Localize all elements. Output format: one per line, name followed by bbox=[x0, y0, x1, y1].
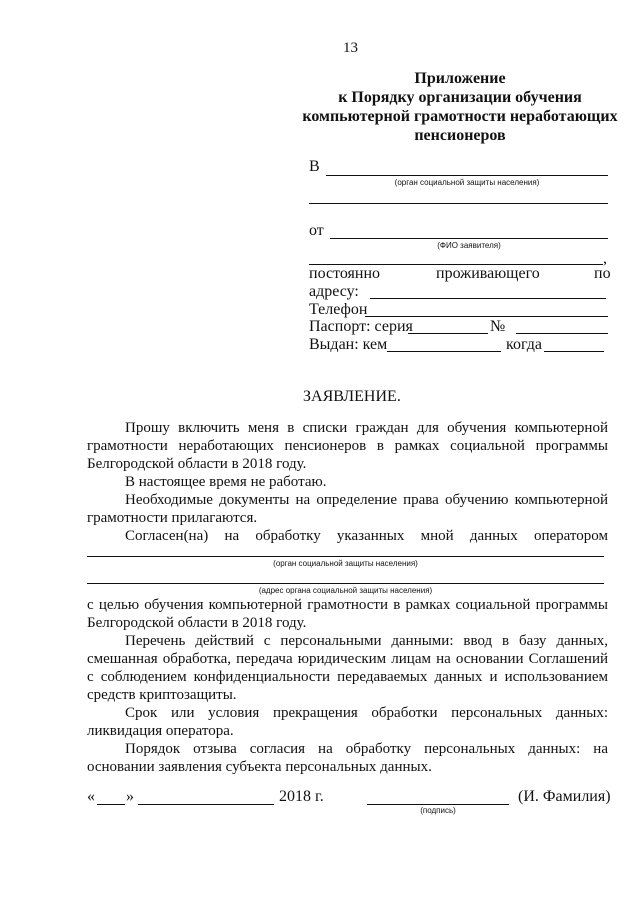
to-field-line-2[interactable] bbox=[309, 203, 608, 204]
applicant-name: (И. Фамилия) bbox=[518, 788, 611, 805]
when-label: когда bbox=[506, 336, 542, 353]
signature-line[interactable] bbox=[367, 804, 509, 805]
passport-label: Паспорт: серия bbox=[309, 318, 413, 335]
from-field-line[interactable] bbox=[330, 238, 608, 239]
operator-address-caption: (адрес органа социальной защиты населения) bbox=[258, 586, 433, 595]
operator-field-line[interactable] bbox=[87, 556, 604, 557]
operator-caption: (орган социальной защиты населения) bbox=[273, 559, 418, 568]
body-p6-line-1: Перечень действий с персональными данными: ввод в базу данных, bbox=[125, 633, 608, 649]
body-p6-line-3: с соблюдением конфиденциальности передаваемых данных и использованием bbox=[87, 669, 608, 685]
signature-caption: (подпись) bbox=[420, 806, 456, 815]
from-prefix: от bbox=[309, 222, 324, 239]
body-p5-line-1: с целью обучения компьютерной грамотности в рамках социальной программы bbox=[87, 597, 608, 613]
issued-when-line[interactable] bbox=[544, 351, 604, 352]
body-p7-line-2: ликвидация оператора. bbox=[87, 723, 234, 739]
date-day-line[interactable] bbox=[97, 804, 125, 805]
residence-word-1: постоянно bbox=[309, 265, 381, 282]
date-quote-close: » bbox=[126, 788, 134, 805]
body-p8-line-1: Порядок отзыва согласия на обработку персональных данных: на bbox=[125, 741, 608, 757]
body-p1-line-2: грамотности неработающих пенсионеров в рамках социальной программы bbox=[87, 438, 608, 454]
body-p1-line-3: Белгородской области в 2018 году. bbox=[87, 456, 307, 472]
issued-label: Выдан: кем bbox=[309, 336, 388, 353]
from-caption: (ФИО заявителя) bbox=[437, 241, 501, 250]
passport-number-label: № bbox=[490, 318, 506, 335]
statement-title: ЗАЯВЛЕНИЕ. bbox=[303, 388, 401, 405]
residence-word-2: проживающего bbox=[436, 265, 540, 282]
passport-number-line[interactable] bbox=[516, 333, 608, 334]
to-field-line[interactable] bbox=[326, 175, 608, 176]
date-quote-open: « bbox=[87, 788, 95, 805]
issued-by-line[interactable] bbox=[387, 351, 501, 352]
address-label: адресу: bbox=[309, 283, 359, 300]
appendix-line-3: компьютерной грамотности неработающих bbox=[302, 108, 618, 125]
date-year: 2018 г. bbox=[279, 788, 324, 805]
from-comma: , bbox=[603, 250, 607, 267]
appendix-line-2: к Порядку организации обучения bbox=[338, 89, 582, 106]
to-prefix: В bbox=[309, 158, 320, 175]
residence-word-3: по bbox=[594, 265, 611, 282]
body-p2: В настоящее время не работаю. bbox=[125, 474, 327, 490]
passport-series-line[interactable] bbox=[408, 333, 488, 334]
operator-address-line[interactable] bbox=[87, 583, 604, 584]
body-p3-line-2: грамотности прилагаются. bbox=[87, 510, 258, 526]
body-p4-line-1: Согласен(на) на обработку указанных мной данных оператором bbox=[125, 528, 608, 544]
appendix-line-4: пенсионеров bbox=[414, 127, 506, 144]
phone-label: Телефон bbox=[309, 301, 368, 318]
date-month-line[interactable] bbox=[138, 804, 274, 805]
to-caption: (орган социальной защиты населения) bbox=[394, 178, 540, 187]
body-p1-line-1: Прошу включить меня в списки граждан для обучения компьютерной bbox=[125, 420, 608, 436]
body-p3-line-1: Необходимые документы на определение права обучению компьютерной bbox=[125, 492, 608, 508]
body-p5-line-2: Белгородской области в 2018 году. bbox=[87, 615, 307, 631]
body-p8-line-2: основании заявления субъекта персональных данных. bbox=[87, 759, 432, 775]
phone-field-line[interactable] bbox=[365, 316, 608, 317]
page-number: 13 bbox=[343, 40, 358, 56]
body-p7-line-1: Срок или условия прекращения обработки персональных данных: bbox=[125, 705, 608, 721]
address-field-line[interactable] bbox=[370, 298, 606, 299]
body-p6-line-4: средств криптозащиты. bbox=[87, 687, 237, 703]
body-p6-line-2: смешанная обработка, передача юридическим лицам на основании Соглашений bbox=[87, 651, 608, 667]
appendix-title: Приложение bbox=[414, 70, 506, 87]
